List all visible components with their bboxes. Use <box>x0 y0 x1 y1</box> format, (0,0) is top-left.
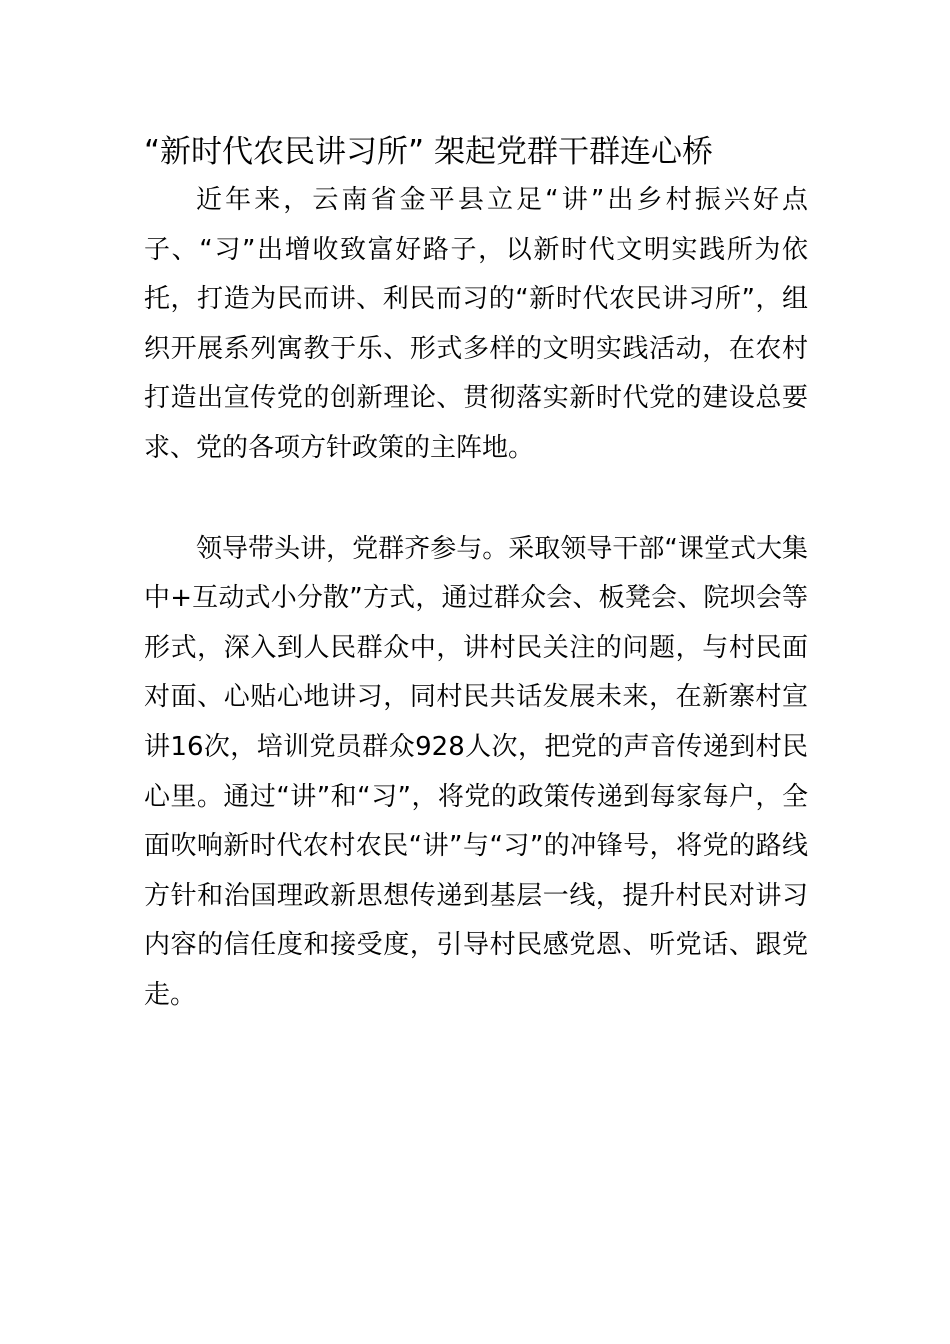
paragraph-intro: 近年来，云南省金平县立足“讲”出乡村振兴好点子、“习”出增收致富好路子，以新时代文明实践所为依托，打造为民而讲、利民而习的“新时代农民讲习所”，组织开展系列寓教于乐、形式多样的文明实践活动，在农村打造出宣传党的创新理论、贯彻落实新时代党的建设总要求、党的各项方针政策的主阵地。 <box>144 185 808 463</box>
document-title: “新时代农民讲习所” 架起党群干群连心桥 <box>144 134 713 170</box>
document-body <box>144 124 808 1021</box>
paragraph-leadership: 领导带头讲，党群齐参与。采取领导干部“课堂式大集中+互动式小分散”方式，通过群众会、板凳会、院坝会等形式，深入到人民群众中，讲村民关注的问题，与村民面对面、心贴心地讲习，同村民共话发展未来，在新寨村宣讲16次，培训党员群众928人次，把党的声音传递到村民心里。通过“讲”和“习”，将党的政策传递到每家每户，全面吹响新时代农村农民“讲”与“习”的冲锋号，将党的路线方针和治国理政新思想传递到基层一线，提升村民对讲习内容的信任度和接受度，引导村民感党恩、听党话、跟党走。 <box>144 533 808 1010</box>
